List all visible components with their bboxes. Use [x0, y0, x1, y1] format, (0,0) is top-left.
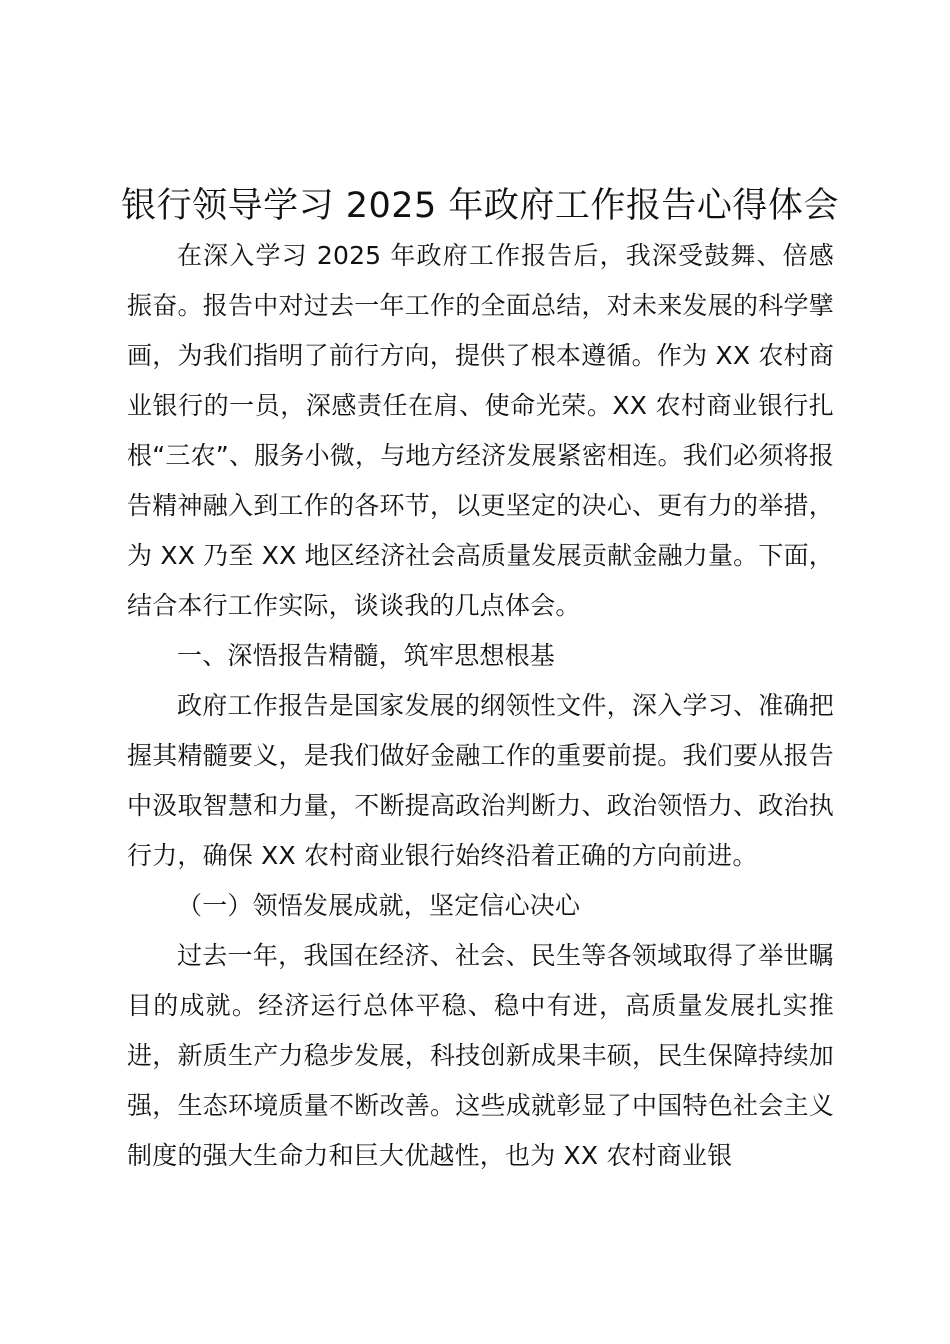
subsection-1-paragraph: 过去一年，我国在经济、社会、民生等各领域取得了举世瞩目的成就。经济运行总体平稳、稳中有进，高质量发展扎实推进，新质生产力稳步发展，科技创新成果丰硕，民生保障持续加强，生态环境质量不断改善。这些成就彰显了中国特色社会主义制度的强大生命力和巨大优越性，也为 XX 农村商业银 [127, 941, 834, 1170]
intro-paragraph: 在深入学习 2025 年政府工作报告后，我深受鼓舞、倍感振奋。报告中对过去一年工作的全面总结，对未来发展的科学擘画，为我们指明了前行方向，提供了根本遵循。作为 XX 农村商业银行的一员，深感责任在肩、使命光荣。XX 农村商业银行扎根“三农”、服务小微，与地方经济发展紧密相连。我们必须将报告精神融入到工作的各环节，以更坚定的决心、更有力的举措，为 XX 乃至 XX 地区经济社会高质量发展贡献金融力量。下面，结合本行工作实际，谈谈我的几点体会。 [127, 241, 834, 620]
subsection-heading-1: （一）领悟发展成就，坚定信心决心 [177, 891, 581, 920]
document-title: 银行领导学习 2025 年政府工作报告心得体会 [121, 186, 839, 226]
section-heading-1: 一、深悟报告精髓，筑牢思想根基 [177, 641, 556, 670]
section-1-paragraph: 政府工作报告是国家发展的纲领性文件，深入学习、准确把握其精髓要义，是我们做好金融工作的重要前提。我们要从报告中汲取智慧和力量，不断提高政治判断力、政治领悟力、政治执行力，确保 XX 农村商业银行始终沿着正确的方向前进。 [127, 691, 834, 870]
document-body [127, 231, 834, 1181]
